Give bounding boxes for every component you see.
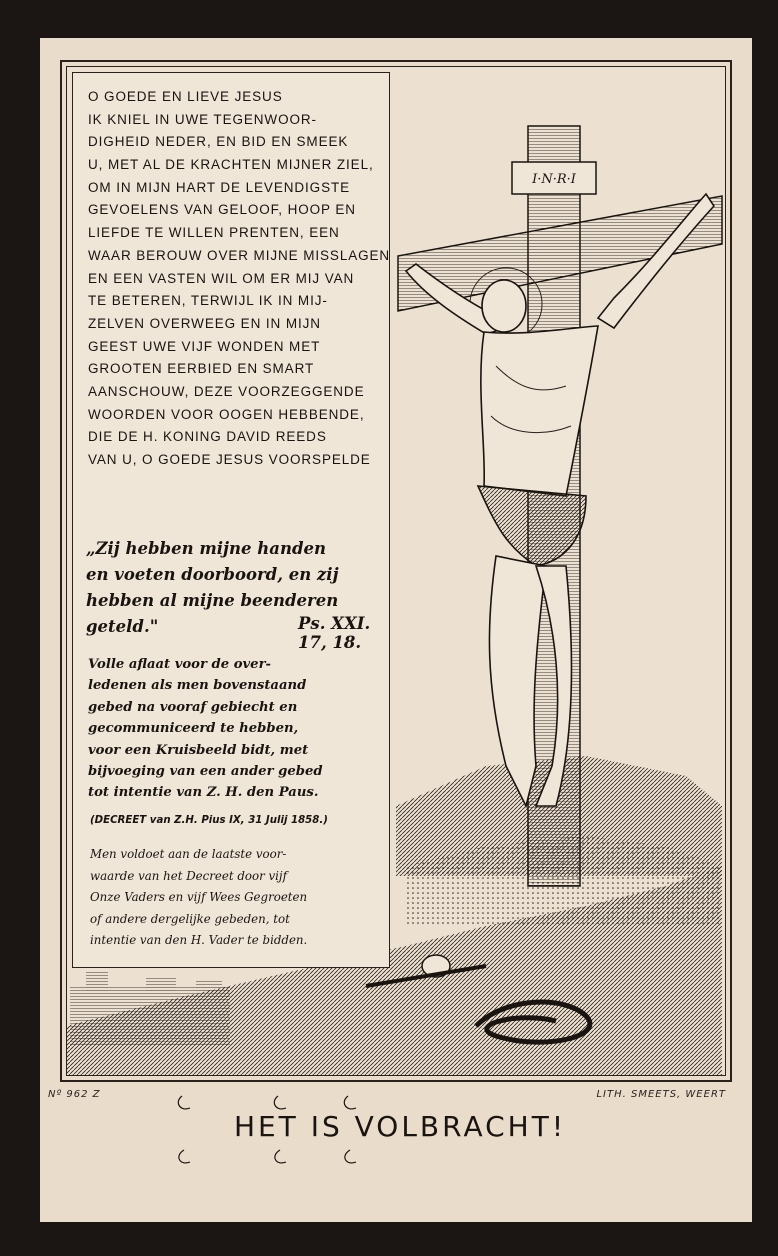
quote-line: en voeten doorboord, en zij (86, 565, 339, 584)
indulgence-line: ledenen als men bovenstaand (88, 678, 307, 694)
decree-note (90, 844, 386, 952)
indulgence-text (88, 654, 384, 804)
note-line: Onze Vaders en vijf Wees Gegroeten (90, 890, 308, 904)
quote-line: hebben al mijne beenderen (86, 591, 339, 610)
indulgence-line: Volle aflaat voor de over- (88, 657, 271, 672)
psalm-reference: Ps. XXI. 17, 18. (298, 614, 371, 652)
prayer-line: AANSCHOUW, DEZE VOORZEGGENDE (88, 383, 365, 399)
prayer-line: LIEFDE TE WILLEN PRENTEN, EEN (88, 225, 340, 241)
quote-line: geteld." (86, 617, 159, 636)
prayer-line: OM IN MIJN HART DE LEVENDIGSTE (88, 179, 351, 195)
prayer-line: EN EEN VASTEN WIL OM ER MIJ VAN (88, 270, 355, 286)
note-line: intentie van den H. Vader te bidden. (90, 933, 308, 947)
prayer-line: WOORDEN VOOR OOGEN HEBBENDE, (88, 406, 365, 422)
inri-label: I·N·R·I (532, 172, 576, 187)
prayer-text (88, 86, 391, 472)
indulgence-line: voor een Kruisbeeld bidt, met (88, 742, 309, 758)
indulgence-line: bijvoeging van een ander gebed (88, 763, 323, 779)
prayer-line: DIE DE H. KONING DAVID REEDS (88, 429, 327, 445)
prayer-line: WAAR BEROUW OVER MIJNE MISSLAGEN (88, 247, 391, 263)
prayer-line: GEEST UWE VIJF WONDEN MET (88, 338, 321, 354)
prayer-line: IK KNIEL IN UWE TEGENWOOR- (88, 111, 317, 127)
indulgence-line: gecommuniceerd te hebben, (88, 721, 299, 737)
lithographer-credit: LITH. SMEETS, WEERT (596, 1089, 726, 1100)
decree-citation: (DECREET van Z.H. Pius IX, 31 Julij 1858.) (90, 815, 328, 826)
indulgence-line: tot intentie van Z. H. den Paus. (88, 785, 319, 801)
closing-title: HET IS VOLBRACHT! (233, 1110, 567, 1143)
indulgence-line: gebed na vooraf gebiecht en (88, 699, 298, 715)
quote-line: „Zij hebben mijne handen (86, 539, 326, 558)
prayer-line: U, MET AL DE KRACHTEN MIJNER ZIEL, (88, 157, 374, 173)
note-line: waarde van het Decreet door vijf (90, 868, 287, 883)
prayer-line: O GOEDE EN LIEVE JESUS (88, 89, 283, 104)
prayer-line: GROOTEN EERBIED EN SMART (88, 361, 315, 377)
note-line: of andere dergelijke gebeden, tot (90, 911, 290, 926)
prayer-line: GEVOELENS VAN GELOOF, HOOP EN (88, 202, 356, 218)
note-line: Men voldoet aan de laatste voor- (90, 847, 287, 861)
prayer-line: ZELVEN OVERWEEG EN IN MIJN (88, 315, 321, 331)
psalm-quote (86, 536, 384, 652)
prayer-line: DIGHEID NEDER, EN BID EN SMEEK (88, 134, 349, 150)
prayer-line: TE BETEREN, TERWIJL IK IN MIJ- (88, 293, 328, 309)
print-number: Nº 962 Z (48, 1089, 101, 1100)
prayer-line: VAN U, O GOEDE JESUS VOORSPELDE (88, 452, 371, 467)
